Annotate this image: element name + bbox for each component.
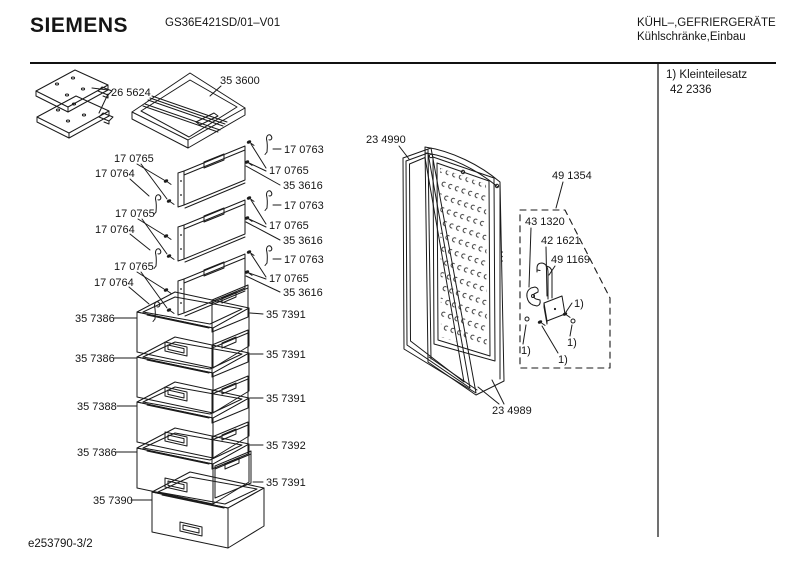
part-label-flap-pin-left-3: 17 0764 — [94, 277, 134, 289]
small-parts-marker-4: 1) — [558, 354, 568, 366]
category-line-2: Kühlschränke,Einbau — [637, 31, 746, 43]
part-label-door-panel: 23 4989 — [492, 405, 532, 417]
drawer-front-drawing-2 — [212, 330, 248, 377]
part-label-flap-front-1: 35 3616 — [283, 180, 323, 192]
part-label-mounting-plates: 26 5624 — [111, 87, 151, 99]
part-label-drawer-front-3: 35 7391 — [266, 393, 306, 405]
drawer-front-drawing-5 — [215, 451, 251, 498]
small-parts-marker-2: 1) — [567, 337, 577, 349]
part-label-flap-screw-r1: 17 0765 — [269, 165, 309, 177]
part-label-flap-screw-r2: 17 0765 — [269, 220, 309, 232]
part-label-drawer-front-1: 35 7391 — [266, 309, 306, 321]
flap-hardware — [153, 135, 272, 322]
part-label-drawer-body-1: 35 7386 — [75, 313, 115, 325]
part-label-flap-pin-right-2: 17 0763 — [284, 200, 324, 212]
part-label-drawer-body-4: 35 7386 — [77, 447, 117, 459]
part-label-top-cover: 35 3600 — [220, 75, 260, 87]
category-line-1: KÜHL–,GEFRIERGERÄTE — [637, 17, 776, 29]
part-label-drawer-body-2: 35 7386 — [75, 353, 115, 365]
part-label-drawer-front-2: 35 7391 — [266, 349, 306, 361]
part-label-flap-pin-right-1: 17 0763 — [284, 144, 324, 156]
small-parts-note: 1) Kleinteilesatz — [666, 69, 748, 81]
part-label-flap-screw-l2: 17 0765 — [115, 208, 155, 220]
flap-drawing-2 — [178, 200, 245, 262]
part-label-flap-screw-l3: 17 0765 — [114, 261, 154, 273]
part-label-door-gasket: 23 4990 — [366, 134, 406, 146]
part-label-hinge-pin: 49 1169 — [551, 254, 590, 266]
part-label-flap-screw-r3: 17 0765 — [269, 273, 309, 285]
drawer-body-drawing-3 — [137, 382, 249, 458]
part-label-hinge-cover: 43 1320 — [525, 216, 565, 228]
small-parts-marker-3: 1) — [521, 345, 531, 357]
part-label-drawer-body-5: 35 7390 — [93, 495, 133, 507]
drawer-body-drawing-2 — [137, 337, 249, 413]
part-label-flap-front-2: 35 3616 — [283, 235, 323, 247]
part-label-drawer-body-3: 35 7388 — [77, 401, 117, 413]
small-parts-boundary — [520, 210, 610, 368]
part-label-flap-pin-right-3: 17 0763 — [284, 254, 324, 266]
part-label-drawer-front-5: 35 7391 — [266, 477, 306, 489]
small-parts-number: 42 2336 — [670, 84, 712, 96]
part-label-flap-screw-l1: 17 0765 — [114, 153, 154, 165]
door-liner-dimples — [400, 140, 520, 370]
brand-logo: SIEMENS — [30, 14, 129, 37]
part-label-flap-pin-left-1: 17 0764 — [95, 168, 135, 180]
document-reference: e253790-3/2 — [28, 538, 93, 550]
flap-drawing-1 — [178, 146, 245, 208]
part-label-drawer-front-4: 35 7392 — [266, 440, 306, 452]
part-label-hinge-kit: 49 1354 — [552, 170, 592, 182]
mounting-plates-drawing — [36, 70, 113, 138]
part-label-flap-pin-left-2: 17 0764 — [95, 224, 135, 236]
hinge-assembly-drawing — [525, 263, 575, 325]
model-number: GS36E421SD/01–V01 — [165, 17, 281, 29]
small-parts-marker-1: 1) — [574, 298, 584, 310]
drawer-body-drawing-1 — [137, 292, 249, 368]
part-label-hinge-bracket: 42 1621 — [541, 235, 581, 247]
part-label-flap-front-3: 35 3616 — [283, 287, 323, 299]
